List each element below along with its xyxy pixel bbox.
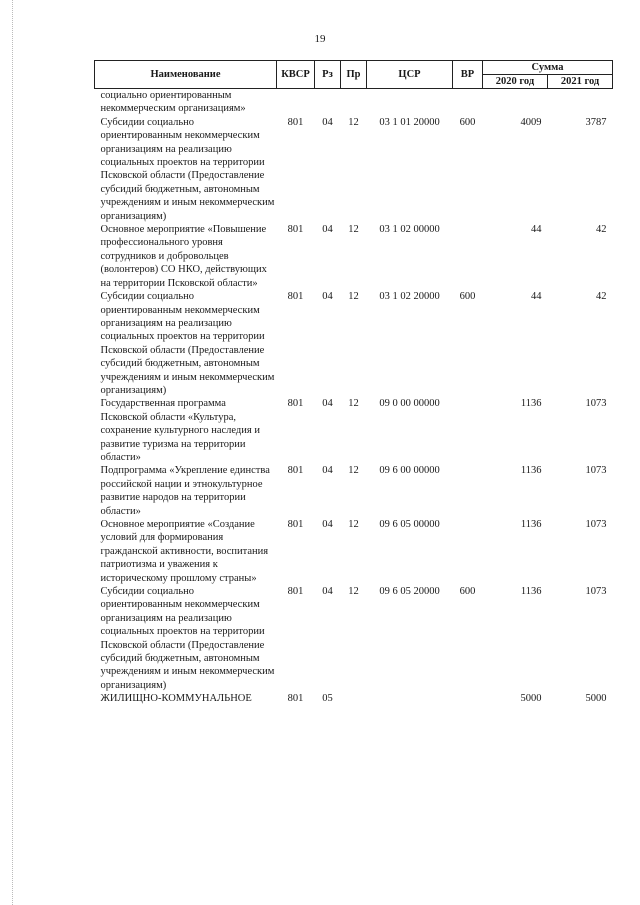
row-sum-2020: 44	[531, 291, 542, 303]
row-pr: 12	[348, 224, 359, 236]
row-rz: 04	[322, 291, 333, 303]
row-sum-2021: 1073	[585, 519, 607, 530]
row-csr: 09 6 00 00000	[379, 465, 440, 477]
row-vr: 600	[459, 116, 476, 128]
header-year-2021: 2021 год	[548, 75, 613, 89]
row-rz: 04	[322, 586, 333, 598]
row-name: Подпрограмма «Укрепление единства российской нации и этнокультурное развитие народов на территории области»	[100, 465, 270, 517]
row-name: Субсидии социально ориентированным некоммерческим организациям на реализацию социальных проектов на территории Псковской области (Предоставление субсидий бюджетным, автономным учреждениям и иным некоммерческим организациям)	[100, 586, 275, 691]
row-pr: 12	[348, 291, 359, 303]
row-name: Субсидии социально ориентированным некоммерческим организациям на реализацию социальных проектов на территории Псковской области (Предоставление субсидий бюджетным, автономным учреждениям и иным некоммерческим организациям)	[100, 116, 275, 222]
table-row	[95, 518, 613, 585]
row-kvsr: 801	[287, 224, 304, 236]
row-kvsr: 801	[287, 519, 304, 530]
row-sum-2020: 1136	[520, 398, 542, 410]
row-pr: 12	[348, 465, 359, 477]
row-vr	[453, 397, 483, 464]
row-sum-2021: 42	[596, 224, 607, 236]
scan-edge-line	[12, 0, 13, 905]
row-sum-2021: 3787	[585, 116, 607, 128]
row-csr: 03 1 02 20000	[379, 291, 440, 303]
row-rz: 04	[322, 398, 333, 410]
row-csr: 09 6 05 20000	[379, 586, 440, 598]
row-csr: 09 0 00 00000	[379, 398, 440, 410]
table-body	[95, 89, 613, 706]
row-vr	[453, 223, 483, 290]
row-kvsr: 801	[287, 586, 304, 598]
row-sum-2021: 1073	[585, 398, 607, 410]
page-number: 19	[314, 33, 326, 45]
row-name: Государственная программа Псковской области «Культура, сохранение культурного наследия и развитие туризма на территории области»	[100, 398, 260, 463]
row-csr: 03 1 01 20000	[379, 116, 440, 128]
row-rz: 04	[322, 116, 333, 128]
table-row	[95, 223, 613, 290]
row-name: Основное мероприятие «Создание условий для формирования гражданской активности, воспитания патриотизма и уважения к историческому прошлому страны»	[100, 519, 269, 584]
row-rz: 05	[322, 693, 333, 705]
table-row	[95, 692, 613, 705]
header-rz: Рз	[315, 61, 341, 89]
row-kvsr: 801	[287, 398, 304, 410]
row-vr	[453, 464, 483, 518]
table-row	[95, 397, 613, 464]
row-kvsr: 801	[287, 693, 304, 705]
row-csr	[367, 692, 453, 705]
row-name: Субсидии социально ориентированным некоммерческим организациям на реализацию социальных проектов на территории Псковской области (Предоставление субсидий бюджетным, автономным учреждениям и иным некоммерческим организациям)	[100, 291, 275, 396]
row-pr: 12	[348, 116, 359, 128]
row-name: ЖИЛИЩНО-КОММУНАЛЬНОЕ	[100, 693, 252, 705]
row-sum-2021: 1073	[585, 465, 607, 477]
table-row-continued	[95, 89, 613, 116]
row-sum-2020: 5000	[520, 693, 542, 705]
header-kvsr: КВСР	[277, 61, 315, 89]
row-sum-2020: 1136	[520, 586, 542, 598]
row-vr	[453, 518, 483, 585]
row-vr: 600	[459, 291, 476, 303]
row-kvsr: 801	[287, 116, 304, 128]
table-row	[95, 585, 613, 692]
row-pr: 12	[348, 519, 359, 530]
row-rz: 04	[322, 224, 333, 236]
row-sum-2021: 1073	[585, 586, 607, 598]
row-rz: 04	[322, 519, 333, 530]
continued-name: социально ориентированным некоммерческим организациям»	[100, 90, 246, 115]
header-pr: Пр	[341, 61, 367, 89]
row-sum-2020: 1136	[520, 519, 542, 530]
row-pr: 12	[348, 398, 359, 410]
table-header	[95, 61, 613, 89]
row-name: Основное мероприятие «Повышение профессионального уровня сотрудников и добровольцев (волонтеров) СО НКО, действующих на территории Псковской области»	[100, 224, 267, 289]
row-pr: 12	[348, 586, 359, 598]
budget-table	[94, 60, 613, 706]
row-csr: 03 1 02 00000	[379, 224, 440, 236]
table-row	[95, 290, 613, 397]
row-sum-2020: 1136	[520, 465, 542, 477]
row-rz: 04	[322, 465, 333, 477]
row-sum-2021: 42	[596, 291, 607, 303]
header-csr: ЦСР	[367, 61, 453, 89]
header-sum: Сумма	[483, 61, 613, 75]
table-row	[95, 464, 613, 518]
row-csr: 09 6 05 00000	[379, 519, 440, 530]
row-kvsr: 801	[287, 465, 304, 477]
row-vr	[453, 692, 483, 705]
row-pr	[341, 692, 367, 705]
row-kvsr: 801	[287, 291, 304, 303]
header-year-2020: 2020 год	[483, 75, 548, 89]
table-row	[95, 116, 613, 223]
header-name: Наименование	[95, 61, 277, 89]
header-vr: ВР	[453, 61, 483, 89]
row-vr: 600	[459, 586, 476, 598]
row-sum-2020: 44	[531, 224, 542, 236]
row-sum-2021: 5000	[585, 693, 607, 705]
row-sum-2020: 4009	[520, 116, 542, 128]
